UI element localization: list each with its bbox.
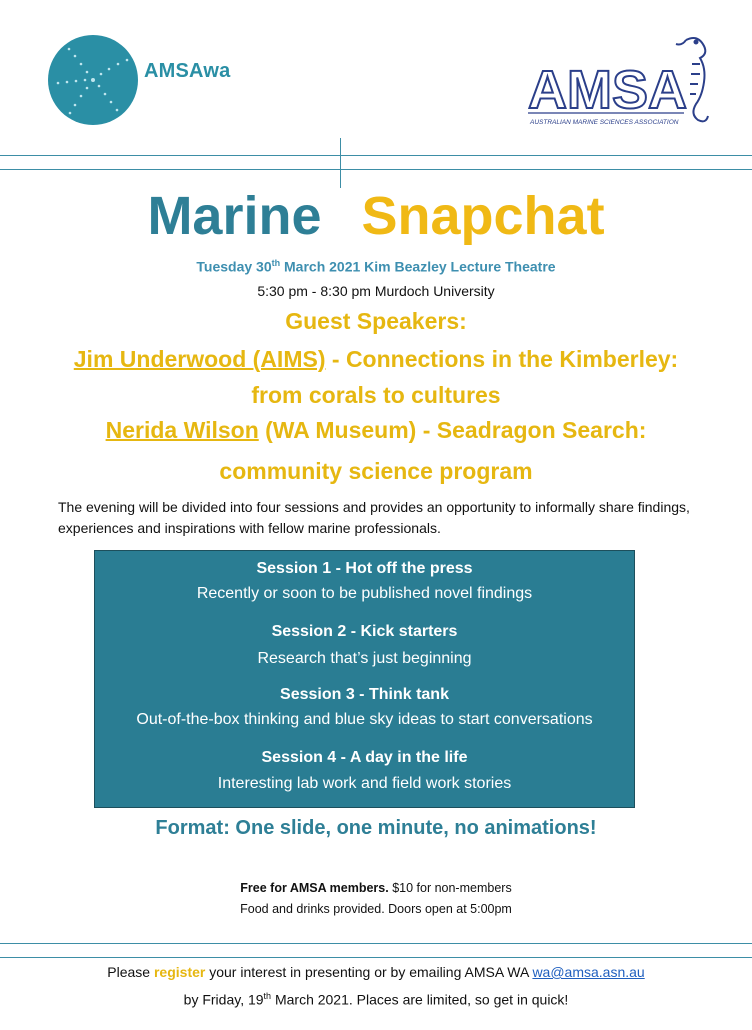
fee-line: Free for AMSA members. $10 for non-members: [240, 881, 512, 895]
session-3-desc: Out-of-the-box thinking and blue sky ideas to start conversations: [136, 711, 593, 728]
intro-paragraph: The evening will be divided into four sessions and provides an opportunity to informally share findings, experiences and inspirations with fellow marine professionals.: [58, 499, 690, 536]
amsawa-logo-text: AMSAwa: [144, 60, 231, 82]
fees-block: [0, 878, 752, 920]
footer-line-1: Please register your interest in presenting or by emailing AMSA WA wa@amsa.asn.au: [107, 964, 645, 980]
food-line: Food and drinks provided. Doors open at 5:00pm: [240, 902, 512, 916]
email-link[interactable]: wa@amsa.asn.au: [532, 964, 645, 980]
title-word-marine: Marine: [147, 186, 322, 246]
sessions-box: [94, 550, 635, 808]
top-divider: [0, 155, 752, 156]
bottom-divider: [0, 943, 752, 944]
footer: [0, 960, 752, 1012]
amsa-subtext: AUSTRALIAN MARINE SCIENCES ASSOCIATION: [530, 119, 679, 126]
session-4-title: Session 4 - A day in the life: [261, 749, 468, 766]
speaker-2-name: Nerida Wilson: [105, 417, 259, 443]
starfish-icon: [47, 34, 139, 126]
speaker-1-line: Jim Underwood (AIMS) - Connections in the Kimberley:: [73, 346, 679, 372]
event-date: Tuesday 30th March 2021 Kim Beazley Lecture Theatre: [196, 258, 556, 275]
bottom-divider-2: [0, 957, 752, 958]
amsawa-logo: [47, 34, 139, 131]
session-1-title: Session 1 - Hot off the press: [256, 560, 473, 577]
session-3-title: Session 3 - Think tank: [280, 686, 449, 703]
amsa-logo: [526, 30, 716, 135]
event-time: 5:30 pm - 8:30 pm Murdoch University: [257, 283, 495, 299]
register-link[interactable]: register: [153, 964, 206, 980]
speaker-1-name: Jim Underwood (AIMS): [73, 346, 326, 372]
session-2-title: Session 2 - Kick starters: [271, 623, 458, 640]
session-2-desc: Research that’s just beginning: [257, 650, 472, 667]
vertical-divider: [340, 138, 341, 188]
top-divider-2: [0, 169, 752, 170]
page-title: [0, 185, 752, 247]
speaker-2-talk: community science program: [219, 458, 533, 484]
speaker-2-line: Nerida Wilson (WA Museum) - Seadragon Search:: [105, 417, 647, 443]
format-line: Format: One slide, one minute, no animations!: [155, 817, 597, 839]
session-1-desc: Recently or soon to be published novel findings: [196, 585, 533, 602]
amsa-wordmark: AMSA: [528, 60, 687, 120]
footer-line-2: by Friday, 19th March 2021. Places are limited, so get in quick!: [183, 991, 569, 1008]
session-4-desc: Interesting lab work and field work stories: [217, 775, 512, 792]
speaker-1-talk: from corals to cultures: [251, 382, 501, 408]
title-word-snapchat: Snapchat: [361, 186, 605, 246]
guest-speakers-heading: Guest Speakers:: [285, 308, 467, 334]
